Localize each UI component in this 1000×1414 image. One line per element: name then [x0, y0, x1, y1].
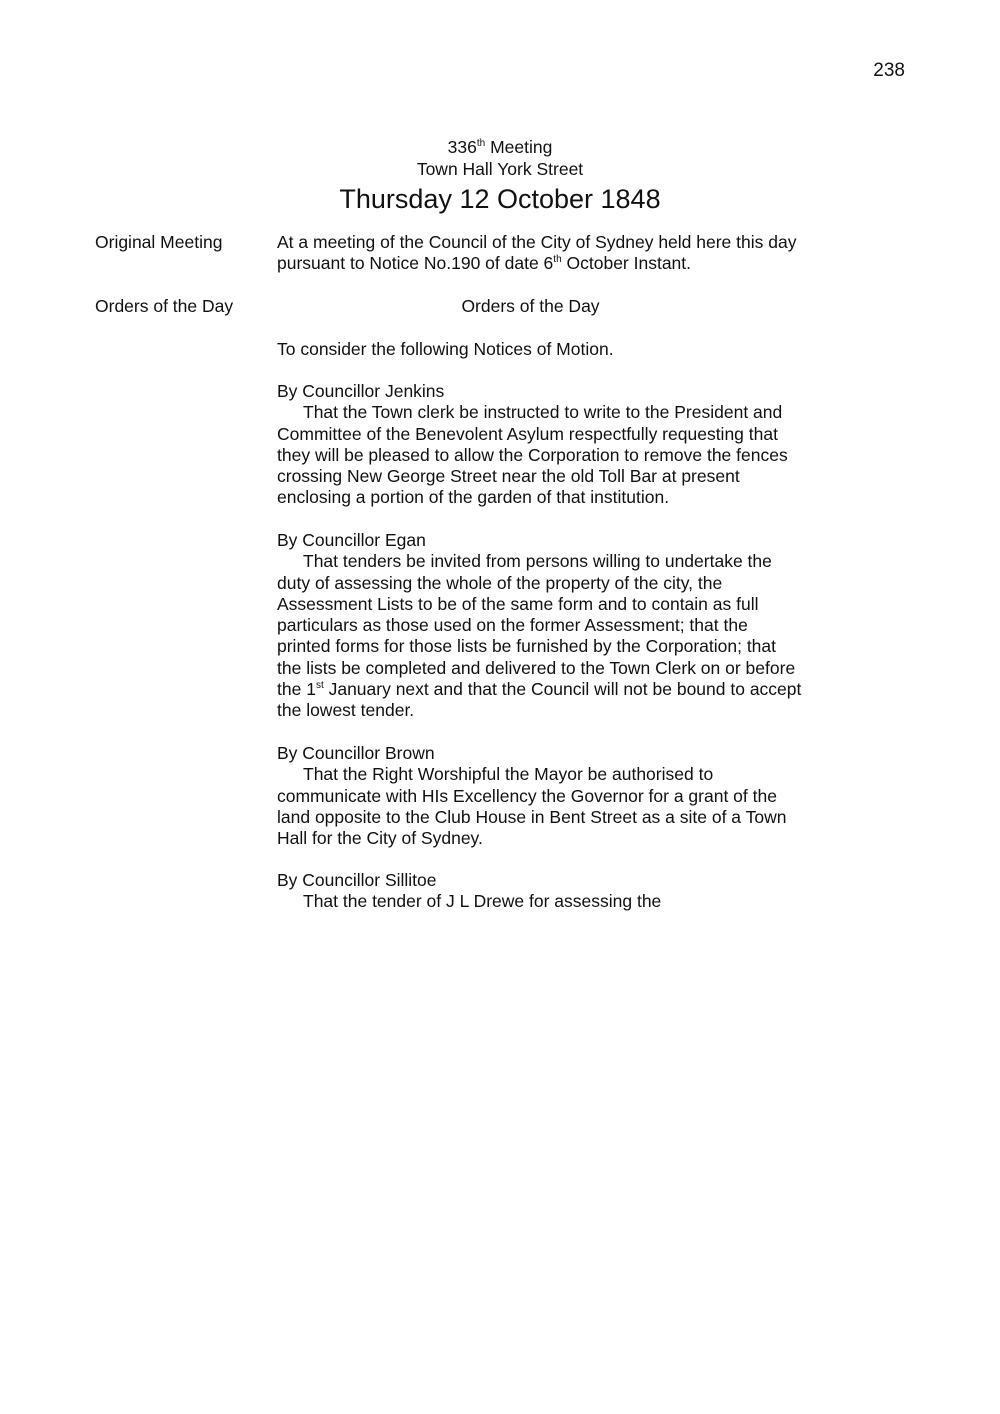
meeting-date: Thursday 12 October 1848 [339, 184, 661, 214]
margin-label-original-meeting: Original Meeting [95, 232, 223, 252]
motion-brown: By Councillor Brown That the Right Worshipful the Mayor be authorised to communicate with HIs Excellency the Governor for a grant of the land opposite to the Club House in Bent Street as a site of a Town Hall for the City of Sydney. [277, 743, 847, 849]
motion-egan: By Councillor Egan That tenders be invited from persons willing to undertake the duty of assessing the whole of the property of the city, the Assessment Lists to be of the same form and to contain as full particulars as those used on the former Assessment; that the printed forms for those lists be furnished by the Corporation; that the lists be completed and delivered to the Town Clerk on or before the 1st January next and that the Council will not be bound to accept the lowest tender. [277, 530, 847, 722]
meeting-header [0, 137, 1000, 218]
motion-sillitoe: By Councillor Sillitoe That the tender of J L Drewe for assessing the [277, 870, 847, 913]
notices-intro: To consider the following Notices of Motion. [277, 339, 614, 359]
motion-mover: By Councillor Jenkins [277, 381, 445, 401]
motion-mover: By Councillor Brown [277, 743, 435, 763]
original-meeting-text: At a meeting of the Council of the City of Sydney held here this day pursuant to Notice No.190 of date 6th October Instant. [277, 232, 797, 274]
motion-mover: By Councillor Sillitoe [277, 870, 437, 890]
margin-label-orders-of-the-day: Orders of the Day [95, 296, 234, 316]
motion-jenkins: By Councillor Jenkins That the Town clerk be instructed to write to the President and Committee of the Benevolent Asylum respectfully requesting that they will be pleased to allow the Corporation to remove the fences crossing New George Street near the old Toll Bar at present enclosing a portion of the garden of that institution. [277, 381, 847, 509]
meeting-number: 336th Meeting [447, 137, 553, 157]
page-number: 238 [873, 60, 905, 81]
orders-heading: Orders of the Day [461, 296, 600, 316]
motion-mover: By Councillor Egan [277, 530, 426, 550]
meeting-location: Town Hall York Street [416, 158, 584, 179]
